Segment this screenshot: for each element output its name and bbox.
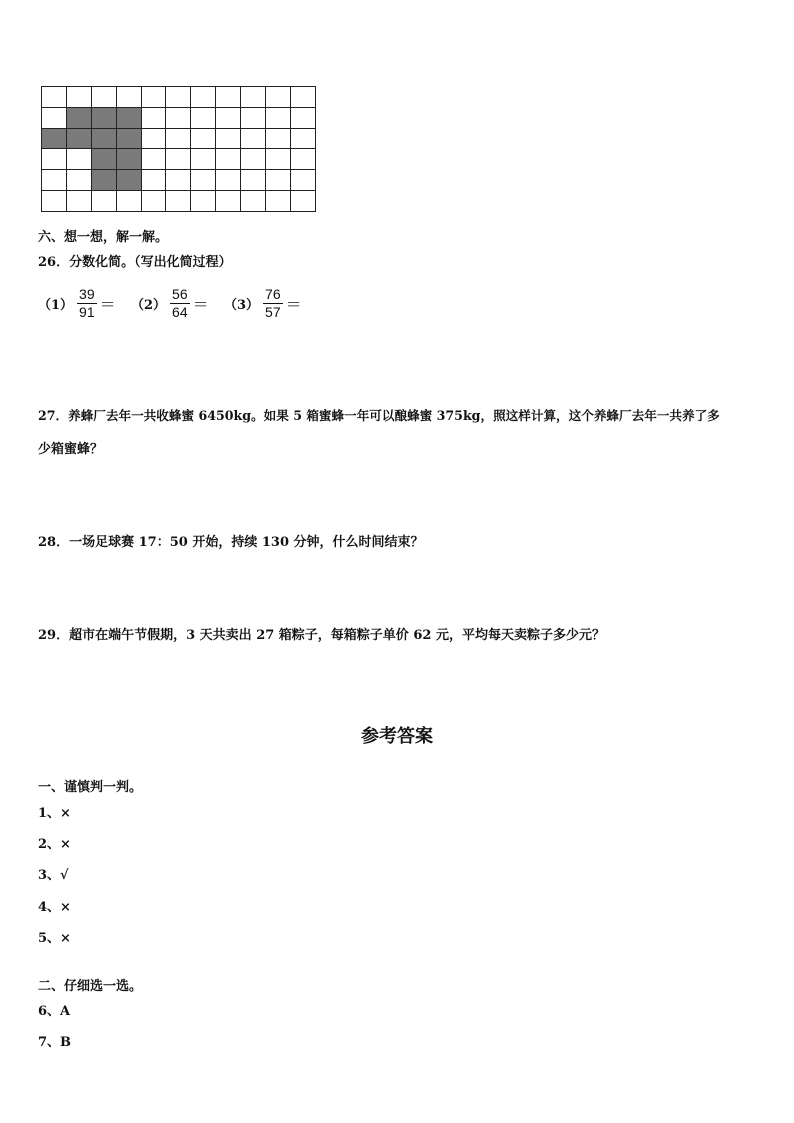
grid-cell	[142, 87, 167, 108]
grid-cell	[67, 87, 92, 108]
grid-cell	[42, 170, 67, 191]
grid-cell	[42, 149, 67, 170]
answer-item-7: 7、B	[38, 1035, 72, 1050]
grid-cell	[291, 191, 316, 212]
grid-cell	[42, 191, 67, 212]
answer-item-5: 5、×	[38, 931, 71, 946]
grid-cell	[216, 149, 241, 170]
grid-cell	[191, 191, 216, 212]
q29-text: 29．超市在端午节假期，3 天共卖出 27 箱粽子，每箱粽子单价 62 元，平均每天卖粽子多少元？	[38, 628, 605, 643]
answer-item-6: 6、A	[38, 1004, 71, 1019]
grid-cell	[241, 108, 266, 129]
grid-cell	[117, 87, 142, 108]
grid-cell	[166, 149, 191, 170]
fraction	[170, 286, 190, 321]
fraction-denominator: 64	[172, 304, 188, 320]
fraction-denominator: 57	[265, 304, 281, 320]
q26-item-2	[131, 286, 209, 321]
q26-item-label: （2）	[131, 298, 167, 313]
grid-cell	[216, 87, 241, 108]
section6-title: 六、想一想，解一解。	[38, 230, 169, 245]
grid-cell	[266, 170, 291, 191]
grid-cell-filled	[117, 149, 142, 170]
grid-cell	[191, 149, 216, 170]
grid-cell	[92, 87, 117, 108]
grid-cell	[142, 170, 167, 191]
answers-title: 参考答案	[361, 726, 433, 747]
fraction-numerator: 39	[79, 286, 95, 302]
fraction-denominator: 91	[79, 304, 95, 320]
grid-cell	[216, 170, 241, 191]
grid-cell	[166, 129, 191, 150]
grid-cell	[191, 170, 216, 191]
fraction-numerator: 76	[265, 286, 281, 302]
fraction	[77, 286, 97, 321]
grid-cell	[42, 87, 67, 108]
q28-text: 28．一场足球赛 17：50 开始，持续 130 分钟，什么时间结束？	[38, 535, 424, 550]
grid-cell	[291, 149, 316, 170]
grid-cell	[266, 87, 291, 108]
grid-cell	[241, 149, 266, 170]
shape-grid	[41, 86, 316, 212]
grid-cell	[142, 191, 167, 212]
grid-cell	[191, 108, 216, 129]
grid-cell	[241, 191, 266, 212]
grid-cell	[166, 108, 191, 129]
grid-cell	[166, 87, 191, 108]
grid-cell	[42, 108, 67, 129]
grid-cell-filled	[117, 129, 142, 150]
fraction-numerator: 56	[172, 286, 188, 302]
grid-cell	[216, 129, 241, 150]
q26-title: 26．分数化简。（写出化简过程）	[38, 255, 232, 270]
grid-cell	[291, 87, 316, 108]
answer-item-4: 4、×	[38, 900, 71, 915]
equals-sign: ＝	[192, 297, 209, 314]
q26-item-label: （3）	[224, 298, 260, 313]
grid-cell-filled	[92, 108, 117, 129]
equals-sign: ＝	[99, 297, 116, 314]
grid-cell	[216, 108, 241, 129]
grid-cell	[67, 170, 92, 191]
grid-cell	[92, 191, 117, 212]
fraction	[263, 286, 283, 321]
grid-cell	[142, 108, 167, 129]
grid-cell-filled	[92, 129, 117, 150]
q27-line1: 27．养蜂厂去年一共收蜂蜜 6450kg。如果 5 箱蜜蜂一年可以酿蜂蜜 375kg，照这样计算，这个养蜂厂去年一共养了多	[38, 408, 720, 423]
grid-cell	[166, 191, 191, 212]
grid-cell	[291, 108, 316, 129]
grid-cell	[266, 191, 291, 212]
grid-cell	[67, 149, 92, 170]
answer-item-1: 1、×	[38, 806, 71, 821]
grid-cell-filled	[67, 129, 92, 150]
grid-cell	[241, 87, 266, 108]
grid-cell	[166, 170, 191, 191]
grid-cell	[241, 129, 266, 150]
q26-item-1	[38, 286, 116, 321]
grid-cell	[117, 191, 142, 212]
answers-part2-heading: 二、仔细选一选。	[38, 979, 143, 994]
answers-part1-heading: 一、谨慎判一判。	[38, 780, 143, 795]
grid-cell-filled	[117, 170, 142, 191]
grid-cell	[291, 170, 316, 191]
grid-cell-filled	[67, 108, 92, 129]
grid-cell	[291, 129, 316, 150]
grid-cell	[216, 191, 241, 212]
q26-item-3	[224, 286, 302, 321]
equals-sign: ＝	[285, 297, 302, 314]
grid-cell	[67, 191, 92, 212]
grid-cell	[266, 149, 291, 170]
answer-item-2: 2、×	[38, 837, 71, 852]
q27-line2: 少箱蜜蜂？	[38, 442, 104, 457]
grid-cell-filled	[92, 170, 117, 191]
grid-cell	[142, 149, 167, 170]
grid-cell	[241, 170, 266, 191]
answer-item-3: 3、√	[38, 868, 69, 883]
grid-cell-filled	[42, 129, 67, 150]
grid-cell-filled	[92, 149, 117, 170]
grid-cell-filled	[117, 108, 142, 129]
grid-cell	[191, 129, 216, 150]
grid-cell	[191, 87, 216, 108]
grid-cell	[142, 129, 167, 150]
q26-item-label: （1）	[38, 298, 74, 313]
grid-cell	[266, 108, 291, 129]
grid-cell	[266, 129, 291, 150]
